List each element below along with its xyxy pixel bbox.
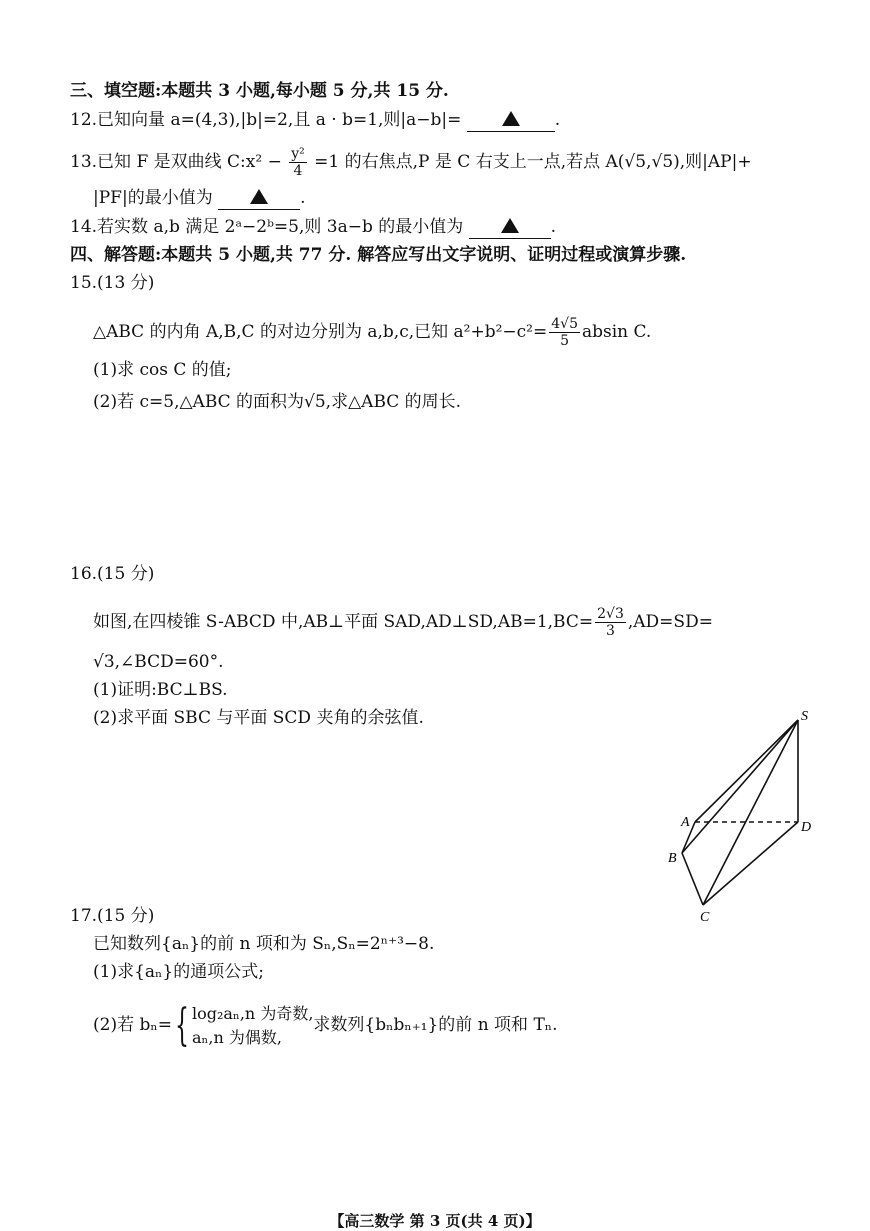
question-17-label: 17.(15 分) (70, 906, 155, 926)
question-13-fraction (289, 146, 307, 179)
fraction-denominator: 3 (606, 623, 615, 639)
fraction-numerator: y² (291, 146, 305, 162)
pyramid-figure (660, 700, 830, 930)
fraction-denominator: 5 (560, 333, 570, 349)
question-16-stem-b: ,AD=SD= (627, 612, 713, 632)
question-13-end: . (300, 188, 306, 208)
question-13-text-b: =1 的右焦点,P 是 C 右支上一点,若点 A( (314, 152, 625, 172)
fraction-numerator: 2√3 (597, 606, 624, 622)
vertex-label-A: A (681, 815, 690, 830)
case-even: aₙ,n 为偶数, (191, 1027, 282, 1047)
question-13-comma: , (646, 152, 652, 172)
question-15-fraction (549, 316, 580, 349)
question-12-text: 12.已知向量 a=(4,3),|b|=2,且 a · b=1,则|a−b|= (70, 110, 462, 130)
question-13-sqrt-b: √5 (651, 152, 674, 172)
question-17-stem: 已知数列{aₙ}的前 n 项和为 Sₙ,Sₙ=2ⁿ⁺³−8. (93, 934, 435, 954)
question-17-part-2-a: (2)若 bₙ= (93, 1015, 172, 1035)
question-14-text: 14.若实数 a,b 满足 2ᵃ−2ᵇ=5,则 3a−b 的最小值为 (70, 217, 464, 237)
answer-blank-12 (467, 109, 555, 132)
question-16-part-2: (2)求平面 SBC 与平面 SCD 夹角的余弦值. (93, 708, 424, 728)
question-15-part-1: (1)求 cos C 的值; (93, 360, 232, 380)
vertex-label-B: B (668, 851, 677, 866)
question-13-sqrt-a: √5 (624, 152, 647, 172)
section-3-heading: 三、填空题:本题共 3 小题,每小题 5 分,共 15 分. (70, 81, 449, 101)
question-15-stem (93, 316, 651, 349)
question-15-stem-a: △ABC 的内角 A,B,C 的对边分别为 a,b,c,已知 a²+b²−c²= (93, 322, 548, 342)
question-15-part-2: (2)若 c=5,△ABC 的面积为√5,求△ABC 的周长. (93, 392, 462, 412)
question-12-end: . (554, 110, 561, 130)
question-14 (70, 216, 556, 239)
edge-CD (703, 822, 798, 905)
case-odd: log₂aₙ,n 为奇数, (191, 1003, 314, 1023)
page-footer: 【高三数学 第 3 页(共 4 页)】 (329, 1212, 541, 1230)
question-13-text-d: |PF|的最小值为 (93, 188, 213, 208)
edge-BC (682, 853, 703, 905)
edge-SA (695, 720, 798, 822)
fraction-numerator: 4√5 (551, 316, 578, 332)
question-13-text-a: 13.已知 F 是双曲线 C:x² − (70, 152, 282, 172)
answer-blank-13 (218, 187, 300, 210)
question-15-stem-b: absin C. (582, 322, 652, 342)
fraction-denominator: 4 (293, 163, 303, 179)
vertex-label-S: S (801, 709, 808, 724)
vertex-label-D: D (801, 820, 812, 835)
left-brace-icon: { (174, 999, 189, 1051)
question-16-stem-line-2: √3,∠BCD=60°. (93, 652, 224, 672)
question-17-part-2 (93, 1000, 558, 1050)
question-15-label: 15.(13 分) (70, 273, 155, 293)
question-13-line-1 (70, 146, 752, 179)
question-13-text-c: ),则|AP|+ (673, 152, 752, 172)
piecewise-cases (192, 1002, 313, 1050)
answer-blank-14 (469, 216, 551, 239)
question-17-part-2-b: 求数列{bₙbₙ₊₁}的前 n 项和 Tₙ. (313, 1015, 558, 1035)
question-16-label: 16.(15 分) (70, 564, 155, 584)
question-13-line-2 (93, 187, 306, 210)
question-16-stem-line-1 (93, 606, 713, 639)
triangle-marker-icon (501, 218, 519, 233)
question-17-part-1: (1)求{aₙ}的通项公式; (93, 962, 264, 982)
triangle-marker-icon (250, 189, 268, 204)
question-16-fraction (595, 606, 626, 639)
section-4-heading: 四、解答题:本题共 5 小题,共 77 分. 解答应写出文字说明、证明过程或演算步骤. (70, 245, 687, 265)
question-16-part-1: (1)证明:BC⊥BS. (93, 680, 228, 700)
question-16-stem-a: 如图,在四棱锥 S-ABCD 中,AB⊥平面 SAD,AD⊥SD,AB=1,BC= (93, 612, 594, 632)
triangle-marker-icon (502, 111, 520, 126)
vertex-label-C: C (700, 910, 710, 925)
question-12 (70, 109, 560, 132)
question-14-end: . (550, 217, 557, 237)
